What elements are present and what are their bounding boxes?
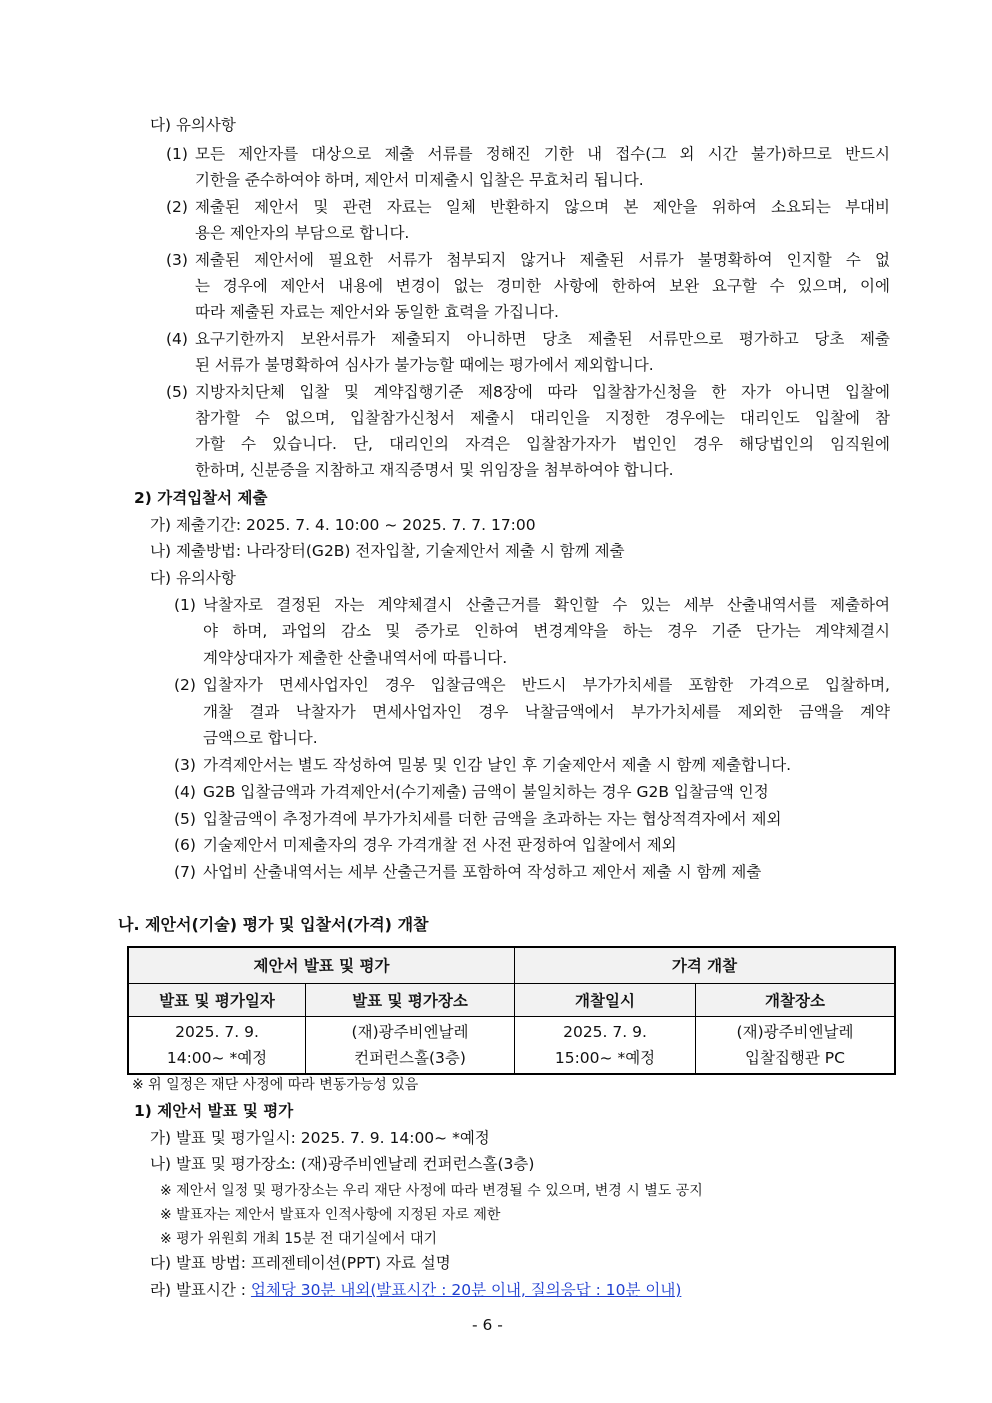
cell-line: 2025. 7. 9.	[175, 1022, 259, 1041]
note-num: (3)	[166, 251, 188, 269]
note-num: (2)	[174, 676, 196, 694]
cell-line: 14:00~ *예정	[166, 1048, 268, 1067]
table-cell	[515, 1016, 696, 1074]
note-line: 한하며, 신분증을 지참하고 재직증명서 및 위임장을 첨부하여야 합니다.	[195, 461, 674, 479]
note-num: (3)	[174, 756, 196, 774]
note-num: (1)	[166, 145, 188, 163]
section-title-price-bid: 2) 가격입찰서 제출	[134, 489, 268, 507]
presentation-time-link[interactable]: 업체당 30분 내외(발표시간 : 20분 이내, 질의응답 : 10분 이내)	[250, 1281, 682, 1299]
table-header: 발표 및 평가일자	[128, 983, 306, 1016]
table-cell	[128, 1016, 306, 1074]
remark: ※ 발표자는 제안서 발표자 인적사항에 지정된 자로 제한	[160, 1207, 501, 1223]
cell-line: 2025. 7. 9.	[563, 1022, 647, 1041]
note-line: 지방자치단체 입찰 및 계약집행기준 제8장에 따라 입찰참가신청을 한 자가 아니면 입찰에	[195, 383, 890, 401]
presentation-time	[150, 1279, 681, 1301]
table-header: 개찰일시	[515, 983, 696, 1016]
page-number: - 6 -	[472, 1316, 503, 1334]
note-line: 따라 제출된 자료는 제안서와 동일한 효력을 가집니다.	[195, 303, 559, 321]
note-num: (2)	[166, 198, 188, 216]
cell-line: 입찰집행관 PC	[745, 1048, 845, 1067]
remark: ※ 평가 위원회 개최 15분 전 대기실에서 대기	[160, 1231, 438, 1247]
note-line: 가격제안서는 별도 작성하여 밀봉 및 인감 날인 후 기술제안서 제출 시 함께 제출합니다.	[203, 756, 792, 774]
table-group-price-opening: 가격 개찰	[515, 947, 896, 983]
table-note: ※ 위 일정은 재단 사정에 따라 변동가능성 있음	[132, 1077, 419, 1093]
notes-heading-1: 다) 유의사항	[150, 116, 236, 134]
note-num: (4)	[166, 330, 188, 348]
note-line: 계약상대자가 제출한 산출내역서에 따릅니다.	[203, 649, 508, 667]
note-line: 사업비 산출내역서는 세부 산출근거를 포함하여 작성하고 제안서 제출 시 함께 제출	[203, 863, 762, 881]
note-line: 가할 수 있습니다. 단, 대리인의 자격은 입찰참가자가 법인인 경우 해당법인의 임직원에	[195, 435, 890, 453]
presentation-method: 다) 발표 방법: 프레젠테이션(PPT) 자료 설명	[150, 1254, 451, 1272]
submission-period: 가) 제출기간: 2025. 7. 4. 10:00 ~ 2025. 7. 7. 17:00	[150, 516, 536, 534]
note-line: 입찰자가 면세사업자인 경우 입찰금액은 반드시 부가가치세를 포함한 가격으로 입찰하며,	[203, 676, 890, 694]
note-line: 입찰금액이 추정가격에 부가가치세를 더한 금액을 초과하는 자는 협상적격자에서 제외	[203, 810, 782, 828]
note-line: 는 경우에 제안서 내용에 변경이 없는 경미한 사항에 한하여 보완 요구할 수 있으며, 이에	[195, 277, 890, 295]
presentation-time-label: 라) 발표시간 :	[150, 1281, 251, 1299]
note-line: 용은 제안자의 부담으로 합니다.	[195, 224, 410, 242]
table-cell	[696, 1016, 896, 1074]
presentation-datetime: 가) 발표 및 평가일시: 2025. 7. 9. 14:00~ *예정	[150, 1129, 490, 1147]
notes-heading-2: 다) 유의사항	[150, 569, 236, 587]
note-line: 요구기한까지 보완서류가 제출되지 아니하면 당초 제출된 서류만으로 평가하고 당초 제출	[195, 330, 890, 348]
table-header: 개찰장소	[696, 983, 896, 1016]
note-line: 기술제안서 미제출자의 경우 가격개찰 전 사전 판정하여 입찰에서 제외	[203, 836, 677, 854]
presentation-place: 나) 발표 및 평가장소: (재)광주비엔날레 컨퍼런스홀(3층)	[150, 1155, 535, 1173]
note-line: 개찰 결과 낙찰자가 면세사업자인 경우 낙찰금액에서 부가가치세를 제외한 금액을 계약	[203, 703, 890, 721]
note-line: G2B 입찰금액과 가격제안서(수기제출) 금액이 불일치하는 경우 G2B 입찰금액 인정	[203, 783, 769, 801]
note-line: 된 서류가 불명확하여 심사가 불가능할 때에는 평가에서 제외합니다.	[195, 356, 654, 374]
remark: ※ 제안서 일정 및 평가장소는 우리 재단 사정에 따라 변경될 수 있으며, 변경 시 별도 공지	[160, 1183, 703, 1199]
table-group-presentation: 제안서 발표 및 평가	[128, 947, 515, 983]
note-line: 제출된 제안서에 필요한 서류가 첨부되지 않거나 제출된 서류가 불명확하여 인지할 수 없	[195, 251, 890, 269]
cell-line: (재)광주비엔날레	[351, 1022, 469, 1041]
note-num: (5)	[174, 810, 196, 828]
cell-line: 컨퍼런스홀(3층)	[354, 1048, 466, 1067]
table-cell	[306, 1016, 515, 1074]
note-num: (7)	[174, 863, 196, 881]
note-num: (5)	[166, 383, 188, 401]
note-num: (4)	[174, 783, 196, 801]
submission-method: 나) 제출방법: 나라장터(G2B) 전자입찰, 기술제안서 제출 시 함께 제출	[150, 542, 625, 560]
note-line: 기한을 준수하여야 하며, 제안서 미제출시 입찰은 무효처리 됩니다.	[195, 171, 644, 189]
section-title-evaluation: 나. 제안서(기술) 평가 및 입찰서(가격) 개찰	[118, 915, 429, 934]
note-line: 낙찰자로 결정된 자는 계약체결시 산출근거를 확인할 수 있는 세부 산출내역서를 제출하여	[203, 596, 890, 614]
cell-line: 15:00~ *예정	[554, 1048, 656, 1067]
note-num: (1)	[174, 596, 196, 614]
subsection-title-presentation: 1) 제안서 발표 및 평가	[134, 1102, 294, 1120]
note-line: 금액으로 합니다.	[203, 729, 318, 747]
note-line: 야 하며, 과업의 감소 및 증가로 인하여 변경계약을 하는 경우 기준 단가는 계약체결시	[203, 622, 890, 640]
note-line: 모든 제안자를 대상으로 제출 서류를 정해진 기한 내 접수(그 외 시간 불가)하므로 반드시	[195, 145, 890, 163]
note-line: 제출된 제안서 및 관련 자료는 일체 반환하지 않으며 본 제안을 위하여 소요되는 부대비	[195, 198, 890, 216]
cell-line: (재)광주비엔날레	[736, 1022, 854, 1041]
schedule-table	[127, 946, 896, 1075]
note-num: (6)	[174, 836, 196, 854]
table-header: 발표 및 평가장소	[306, 983, 515, 1016]
note-line: 참가할 수 없으며, 입찰참가신청서 제출시 대리인을 지정한 경우에는 대리인도 입찰에 참	[195, 409, 890, 427]
